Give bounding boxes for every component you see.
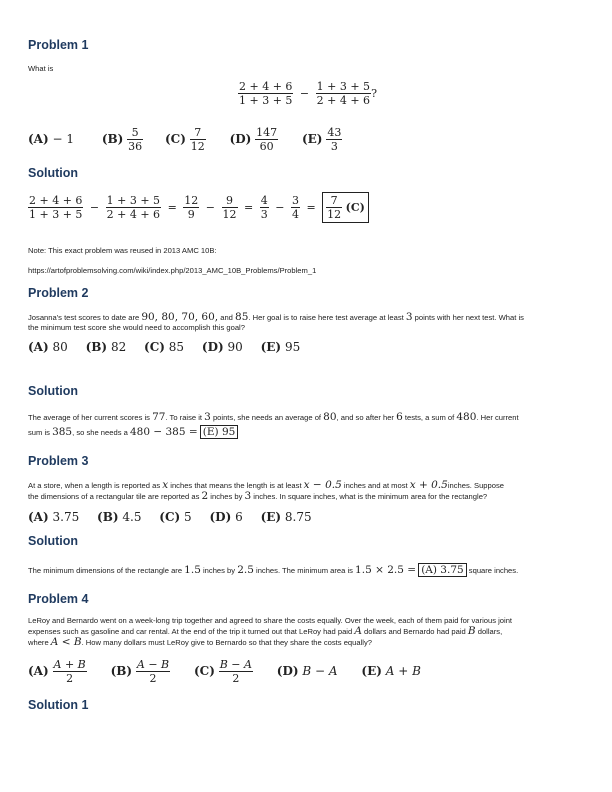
choice-a: (A) $\frac{A + B}{2}$ — [28, 658, 86, 685]
problem3-heading: Problem 3 — [28, 454, 89, 468]
choice-e: (E) $\frac{43}{3}$ — [301, 126, 342, 153]
choice-d: (D) 90 — [201, 340, 243, 354]
problem2-heading: Problem 2 — [28, 286, 89, 300]
problem4-choices — [28, 658, 421, 685]
problem1-prompt: What is — [28, 64, 54, 73]
problem4-text: LeRoy and Bernardo went on a week-long trip together and agreed to share the costs equally. Over the week, each of them paid for various joint expenses such as gasoline and car rental. At the end of the trip it turned out that LeRoy had paid A dollars and Bernardo had paid B dollars, where A < B. How many dollars must LeRoy give to Bernardo so that they share the costs equally? — [28, 616, 513, 648]
choice-b: (B) 82 — [85, 340, 127, 354]
boxed-answer: (E) 95 — [200, 425, 239, 439]
choice-a: (A) 80 — [28, 340, 68, 354]
choice-b: (B) $\frac{A - B}{2}$ — [110, 658, 170, 685]
problem1-heading: Problem 1 — [28, 38, 89, 52]
boxed-answer: (A) 3.75 — [418, 563, 467, 577]
choice-d: (D) B − A — [276, 664, 338, 678]
choice-e: (E) A + B — [361, 664, 421, 678]
fraction: $\frac{1 + 3 + 5}{2 + 4 + 6}$ — [316, 80, 371, 107]
problem1-expression: $\frac{2 + 4 + 6}{1 + 3 + 5}$ − $\frac{1 + 3 + 5}{2 + 4 + 6}$ ? — [239, 80, 377, 107]
choice-d: (D) 6 — [209, 510, 243, 524]
problem2-solution-heading: Solution — [28, 384, 78, 398]
choice-c: (C) 85 — [144, 340, 185, 354]
problem1-note: Note: This exact problem was reused in 2013 AMC 10B: — [28, 246, 217, 255]
problem1-solution-heading: Solution — [28, 166, 78, 180]
boxed-answer: $\frac{7}{12}$ (C) — [322, 192, 369, 223]
problem3-solution: The minimum dimensions of the rectangle are 1.5 inches by 2.5 inches. The minimum area is 1.5 × 2.5 = (A) 3.75 square inches. — [28, 564, 519, 576]
choice-b: (B) $\frac{5}{36}$ — [101, 126, 143, 153]
problem3-choices — [28, 510, 312, 524]
choice-c: (C) $\frac{B - A}{2}$ — [193, 658, 252, 685]
choice-a: (A) − 1 — [28, 132, 75, 146]
problem1-choices — [28, 126, 342, 153]
problem2-text: Josanna's test scores to date are 90, 80, 70, 60, and 85. Her goal is to raise here test average at least 3 points with her next test. What is the minimum test score she would need to accomplish this goal? — [28, 311, 524, 332]
choice-a: (A) 3.75 — [28, 510, 80, 524]
choice-d: (D) $\frac{147}{60}$ — [229, 126, 278, 153]
problem1-link[interactable]: https://artofproblemsolving.com/wiki/index.php/2013_AMC_10B_Problems/Problem_1 — [28, 266, 317, 275]
problem2-choices — [28, 340, 300, 354]
fraction: $\frac{2 + 4 + 6}{1 + 3 + 5}$ — [239, 80, 293, 107]
choice-e: (E) 8.75 — [260, 510, 312, 524]
problem2-solution: The average of her current scores is 77. To raise it 3 points, she needs an average of 80, and so after her 6 tests, a sum of 480. Her current sum is 385, so she needs a 480 − 385 = (E) 95 — [28, 411, 519, 438]
problem4-solution-heading: Solution 1 — [28, 698, 89, 712]
choice-c: (C) 5 — [159, 510, 192, 524]
choice-b: (B) 4.5 — [97, 510, 142, 524]
problem3-text: At a store, when a length is reported as x inches that means the length is at least x − 0.5 inches and at most x + 0.5inches. Suppose the dimensions of a rectangular tile are reported as 2 inches by 3 inches. In square inches, what is the minimum area for the rectangle? — [28, 479, 504, 502]
problem4-heading: Problem 4 — [28, 592, 89, 606]
problem1-solution-equation: $\frac{2 + 4 + 6}{1 + 3 + 5}$ − $\frac{1 + 3 + 5}{2 + 4 + 6}$ = $\frac{12}{9}$ − $\frac{9}{12}$ = $\frac{4}{3}$ − $\frac{3}{4}$ = $\frac{7}{12}$ (C) — [28, 192, 369, 223]
choice-c: (C) $\frac{7}{12}$ — [165, 126, 205, 153]
choice-e: (E) 95 — [260, 340, 301, 354]
problem3-solution-heading: Solution — [28, 534, 78, 548]
